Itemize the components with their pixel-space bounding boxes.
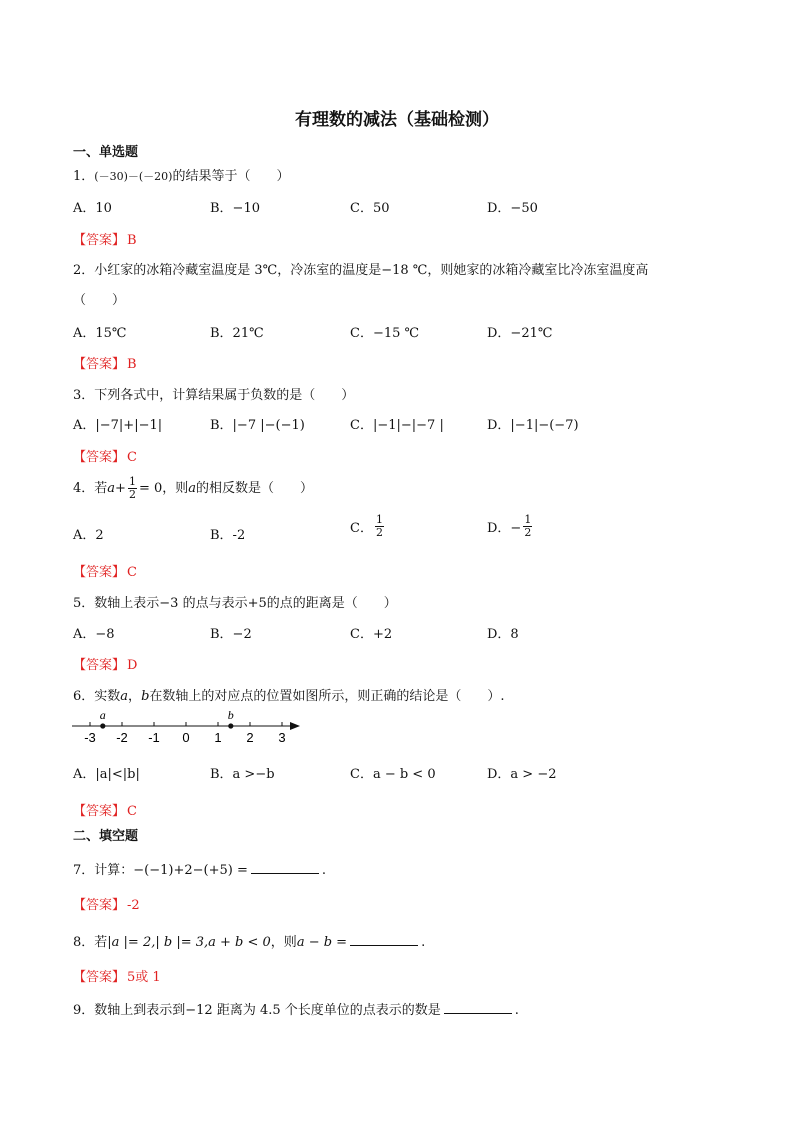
q2-option-c: C．−15 ℃	[350, 326, 420, 341]
q4-answer: 【答案】 C	[73, 565, 137, 580]
q9-answer-blank[interactable]	[444, 1012, 512, 1014]
q3-option-c: C．|−1|−|−7 |	[350, 418, 444, 433]
number-line-point-b	[228, 723, 233, 728]
number-line-tick-label: 2	[246, 730, 254, 745]
question-6-stem: 6．实数a，b在数轴上的对应点的位置如图所示，则正确的结论是（ ）.	[73, 689, 505, 704]
q6-answer: 【答案】 C	[73, 804, 137, 819]
question-9-stem: 9．数轴上到表示到−12 距离为 4.5 个长度单位的点表示的数是 .	[73, 1003, 519, 1018]
question-4-stem: 4．若a+ $\frac{1}{2}$ = 0，则a的相反数是（ ）	[73, 475, 314, 501]
number-line-point-a	[100, 723, 105, 728]
q8-answer-blank[interactable]	[350, 944, 418, 946]
number-line-arrow	[290, 722, 300, 730]
number-line-tick-label: -2	[116, 730, 128, 745]
number-line-tick-label: -3	[84, 730, 96, 745]
q1-answer: 【答案】 B	[73, 233, 137, 248]
q4-option-c: C． $\frac{1}{2}$	[350, 513, 383, 539]
question-2-stem-line2: （ ）	[73, 293, 126, 308]
q1-option-c: C．50	[350, 201, 390, 216]
q5-option-d: D．8	[487, 627, 519, 642]
page-title: 有理数的减法（基础检测）	[295, 110, 499, 130]
number-line-tick-label: 1	[214, 730, 222, 745]
q7-answer-blank[interactable]	[251, 872, 319, 874]
q4-fraction: $\frac{1}{2}$	[128, 475, 136, 501]
q2-option-d: D．−21℃	[487, 326, 553, 341]
q1-option-b: B．−10	[210, 201, 260, 216]
section-heading-single-choice: 一、单选题	[73, 145, 139, 160]
q1-expression: (－30)－(－20)	[94, 170, 173, 183]
q3-answer: 【答案】 C	[73, 450, 137, 465]
q6-option-c: C．a − b < 0	[350, 767, 436, 782]
number-line-point-b-label: b	[227, 708, 234, 722]
q6-option-b: B．a >−b	[210, 767, 275, 782]
q1-option-d: D．−50	[487, 201, 538, 216]
number-line-point-a-label: a	[99, 708, 106, 722]
q5-option-b: B．−2	[210, 627, 252, 642]
question-5-stem: 5．数轴上表示−3 的点与表示+5的点的距离是（ ）	[73, 596, 397, 611]
question-7-stem: 7．计算：−(−1)+2−(+5) = .	[73, 863, 326, 878]
q4-option-d: D．− $\frac{1}{2}$	[487, 513, 532, 539]
number-line-tick-label: -1	[148, 730, 160, 745]
q5-option-a: A．−8	[73, 627, 115, 642]
q7-answer: 【答案】 -2	[73, 898, 140, 913]
q3-option-a: A．|−7|+|−1|	[73, 418, 163, 433]
number-line-tick-label: 3	[278, 730, 286, 745]
q2-option-a: A．15℃	[73, 326, 127, 341]
q4-option-b: B．-2	[210, 528, 246, 543]
q4-option-a: A．2	[73, 528, 104, 543]
q8-answer: 【答案】 5或 1	[73, 970, 161, 985]
q3-option-d: D．|−1|−(−7)	[487, 418, 579, 433]
question-2-stem: 2．小红家的冰箱冷藏室温度是 3℃，冷冻室的温度是−18 ℃，则她家的冰箱冷藏室比冷冻室温度高	[73, 263, 649, 278]
number-line-tick-label: 0	[182, 730, 190, 745]
q2-answer: 【答案】 B	[73, 357, 137, 372]
question-3-stem: 3．下列各式中，计算结果属于负数的是（ ）	[73, 388, 355, 403]
question-8-stem: 8．若|a |= 2,| b |= 3,a + b < 0，则a − b = .	[73, 935, 426, 950]
q6-option-d: D．a > −2	[487, 767, 557, 782]
question-1-stem: 1．(－30)－(－20)的结果等于（ ）	[73, 169, 290, 184]
q2-option-b: B．21℃	[210, 326, 264, 341]
q3-option-b: B．|−7 |−(−1)	[210, 418, 305, 433]
number-line-figure	[68, 708, 308, 746]
section-heading-fill-in: 二、填空题	[73, 829, 139, 844]
q1-option-a: A．10	[73, 201, 112, 216]
q5-answer: 【答案】 D	[73, 658, 138, 673]
q6-option-a: A．|a|<|b|	[73, 767, 140, 782]
q5-option-c: C．+2	[350, 627, 393, 642]
